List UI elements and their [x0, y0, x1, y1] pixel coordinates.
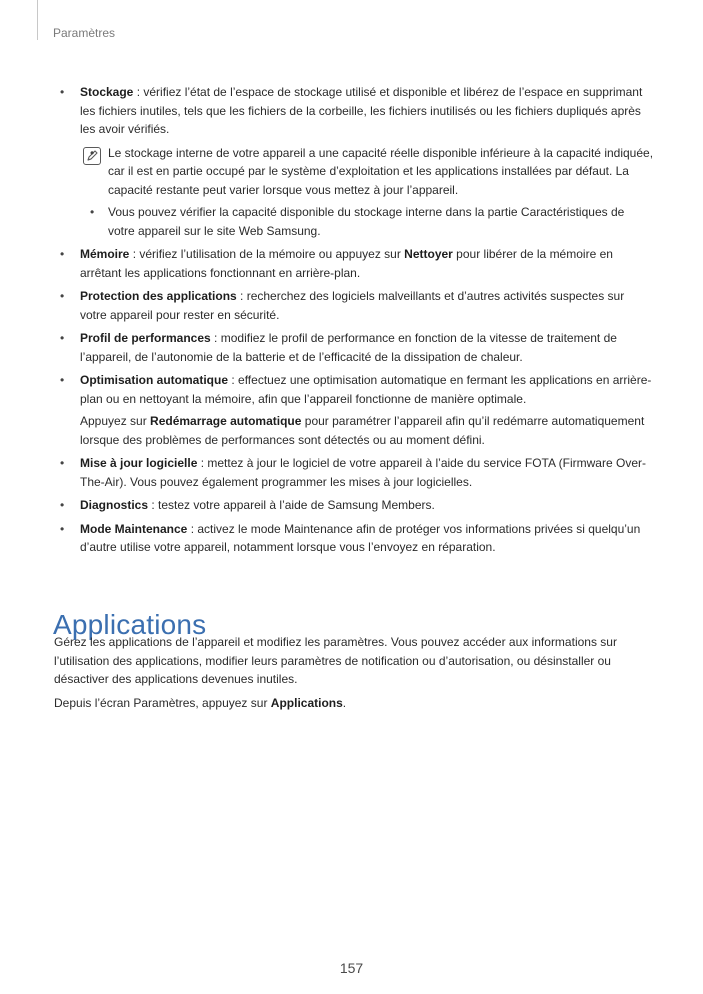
item-subparagraph — [80, 412, 654, 449]
instruction-text: . — [342, 695, 347, 710]
list-item-optimisation — [54, 371, 654, 449]
item-text: : vérifiez l’état de l’espace de stockage utilisé et disponible et libérez de l’espace en supprimant les fichiers inutiles, tels que les fichiers de la corbeille, les fichiers inutilisés ou les fichiers dupliqués après les avoir vérifiés. — [80, 85, 643, 136]
list-item-memoire — [54, 245, 654, 282]
section-instruction — [54, 694, 650, 713]
list-item-stockage — [54, 83, 654, 139]
section-heading: Applications — [53, 609, 207, 641]
item-term: Mise à jour logicielle — [80, 456, 198, 470]
list-item-maintenance — [54, 520, 654, 557]
list-item-diagnostics — [54, 496, 654, 515]
note-bullet: • Le stockage interne de votre appareil a une capacité réelle disponible inférieure à la capacité indiquée, car il est en partie occupé par le système d’exploitation et les applications installées par défaut. La capacité restante peut varier lorsque vous mettez à jour l’appareil. — [82, 144, 654, 200]
page-number: 157 — [339, 960, 364, 976]
section-body — [54, 633, 650, 717]
sub-text: Appuyez sur — [80, 414, 151, 428]
item-term: Protection des applications — [80, 289, 237, 303]
item-text: pour libérer de la mémoire en arrêtant les applications fonctionnant en arrière-plan. — [80, 247, 613, 280]
header-divider — [37, 0, 38, 40]
note-box — [54, 144, 654, 241]
item-text: : mettez à jour le logiciel de votre appareil à l’aide du service FOTA (Firmware Over-The-Air). Vous pouvez également programmer les mises à jour logicielles. — [80, 456, 646, 489]
item-text: : recherchez des logiciels malveillants et d’autres activités suspectes sur votre appareil pour rester en sécurité. — [80, 289, 625, 322]
sub-text: pour paramétrer l’appareil afin qu’il redémarre automatiquement lorsque des problèmes de performances sont détectés ou au moment défini. — [80, 414, 645, 447]
header-title: Paramètres — [53, 26, 116, 40]
item-term: Optimisation automatique — [80, 373, 229, 387]
item-term: Profil de performances — [80, 331, 211, 345]
note-bullet: • Vous pouvez vérifier la capacité disponible du stockage interne dans la partie Caractéristiques de votre appareil sur le site Web Samsung. — [82, 203, 654, 240]
instruction-text: Depuis l’écran Paramètres, appuyez sur — [54, 695, 271, 710]
item-text: : testez votre appareil à l’aide de Samsung Members. — [148, 498, 435, 512]
item-term: Mode Maintenance — [80, 521, 188, 536]
item-text: : effectuez une optimisation automatique en fermant les applications en arrière-plan ou en nettoyant la mémoire, afin que l’appareil fonctionne de manière optimale. — [80, 373, 652, 406]
item-text: : vérifiez l’utilisation de la mémoire ou appuyez sur — [129, 247, 405, 261]
section-paragraph: Gérez les applications de l’appareil et modifiez les paramètres. Vous pouvez accéder aux informations sur l’utilisation des applications, modifier leurs paramètres de notification ou d’autorisation, ou désinstaller ou désactiver des applications devenues inutiles. — [54, 635, 617, 686]
item-term-nettoyer: Nettoyer — [404, 247, 453, 261]
sub-term: Redémarrage automatique — [150, 414, 302, 428]
instruction-term: Applications — [270, 695, 343, 710]
item-text: : activez le mode Maintenance afin de protéger vos informations privées si quelqu’un d’autre utilise votre appareil, notamment lorsque vous l’envoyez en réparation. — [80, 521, 641, 554]
item-term: Stockage — [80, 85, 134, 99]
list-item-profil — [54, 329, 654, 366]
list-item-mise-a-jour — [54, 454, 654, 491]
item-text: : modifiez le profil de performance en fonction de la vitesse de traitement de l’appareil, de l’autonomie de la batterie et de l’efficacité de la dissipation de chaleur. — [80, 331, 617, 364]
item-term: Mémoire — [80, 247, 130, 261]
list-item-protection — [54, 287, 654, 324]
settings-list — [54, 83, 654, 562]
item-term: Diagnostics — [80, 498, 149, 512]
